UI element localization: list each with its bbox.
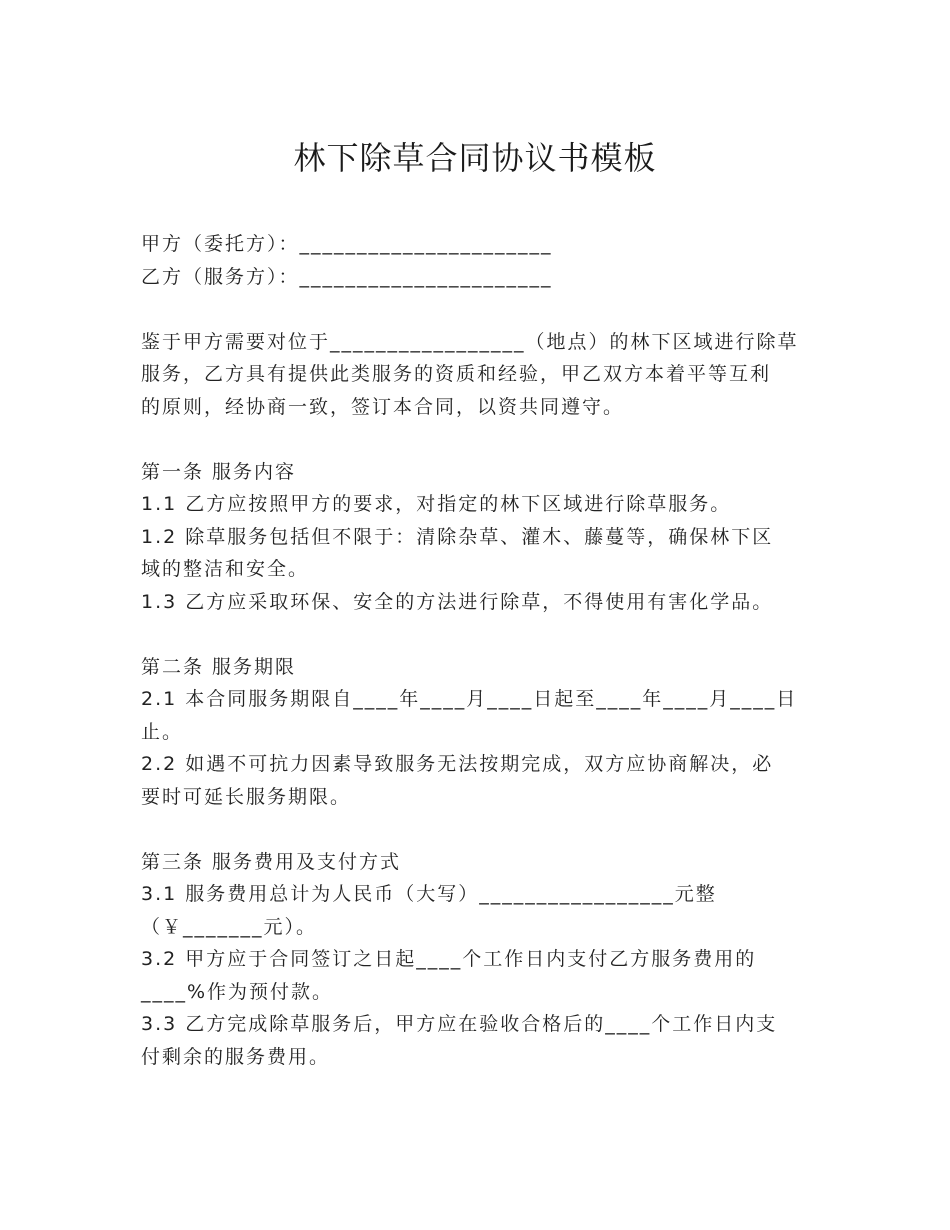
clause-line: 3.1 服务费用总计为人民币（大写）_________________元整: [141, 883, 717, 905]
clause-line: （￥_______元）。: [141, 915, 318, 938]
clause-line: ____%作为预付款。: [141, 980, 334, 1003]
section-heading: 第一条 服务内容: [141, 460, 297, 483]
spacer: [141, 423, 799, 456]
section-3: [141, 846, 799, 1074]
clause-line: 1.3 乙方应采取环保、安全的方法进行除草，不得使用有害化学品。: [141, 590, 774, 613]
document-title: 林下除草合同协议书模板: [293, 139, 657, 177]
clause-line: 止。: [141, 720, 184, 743]
clause-line: 1.2 除草服务包括但不限于：清除杂草、灌木、藤蔓等，确保林下区: [141, 525, 774, 548]
spacer: [141, 293, 799, 326]
clause-line: 付剩余的服务费用。: [141, 1045, 331, 1068]
party-b-line: 乙方（服务方）：______________________: [141, 265, 553, 288]
preamble-line: 服务，乙方具有提供此类服务的资质和经验，甲乙双方本着平等互利: [141, 363, 772, 385]
section-heading: 第三条 服务费用及支付方式: [141, 850, 402, 873]
clause-line: 要时可延长服务期限。: [141, 785, 352, 808]
clause-line: 3.3 乙方完成除草服务后，甲方应在验收合格后的____个工作日内支: [141, 1013, 778, 1035]
section-1: [141, 456, 799, 619]
spacer: [141, 618, 799, 651]
preamble-line: 鉴于甲方需要对位于_________________（地点）的林下区域进行除草: [141, 330, 799, 353]
section-2: [141, 651, 799, 814]
spacer: [141, 813, 799, 846]
clause-line: 2.2 如遇不可抗力因素导致服务无法按期完成，双方应协商解决，必: [141, 753, 774, 775]
clause-line: 3.2 甲方应于合同签订之日起____个工作日内支付乙方服务费用的: [141, 948, 757, 970]
preamble-line: 的原则，经协商一致，签订本合同，以资共同遵守。: [141, 395, 625, 418]
clause-line: 2.1 本合同服务期限自____年____月____日起至____年____月____日: [141, 688, 798, 710]
clause-line: 域的整洁和安全。: [141, 558, 310, 580]
clause-line: 1.1 乙方应按照甲方的要求，对指定的林下区域进行除草服务。: [141, 493, 732, 515]
document-body: [141, 228, 799, 1073]
section-heading: 第二条 服务期限: [141, 655, 297, 678]
party-a-line: 甲方（委托方）：______________________: [141, 233, 553, 255]
preamble-paragraph: [141, 326, 799, 424]
